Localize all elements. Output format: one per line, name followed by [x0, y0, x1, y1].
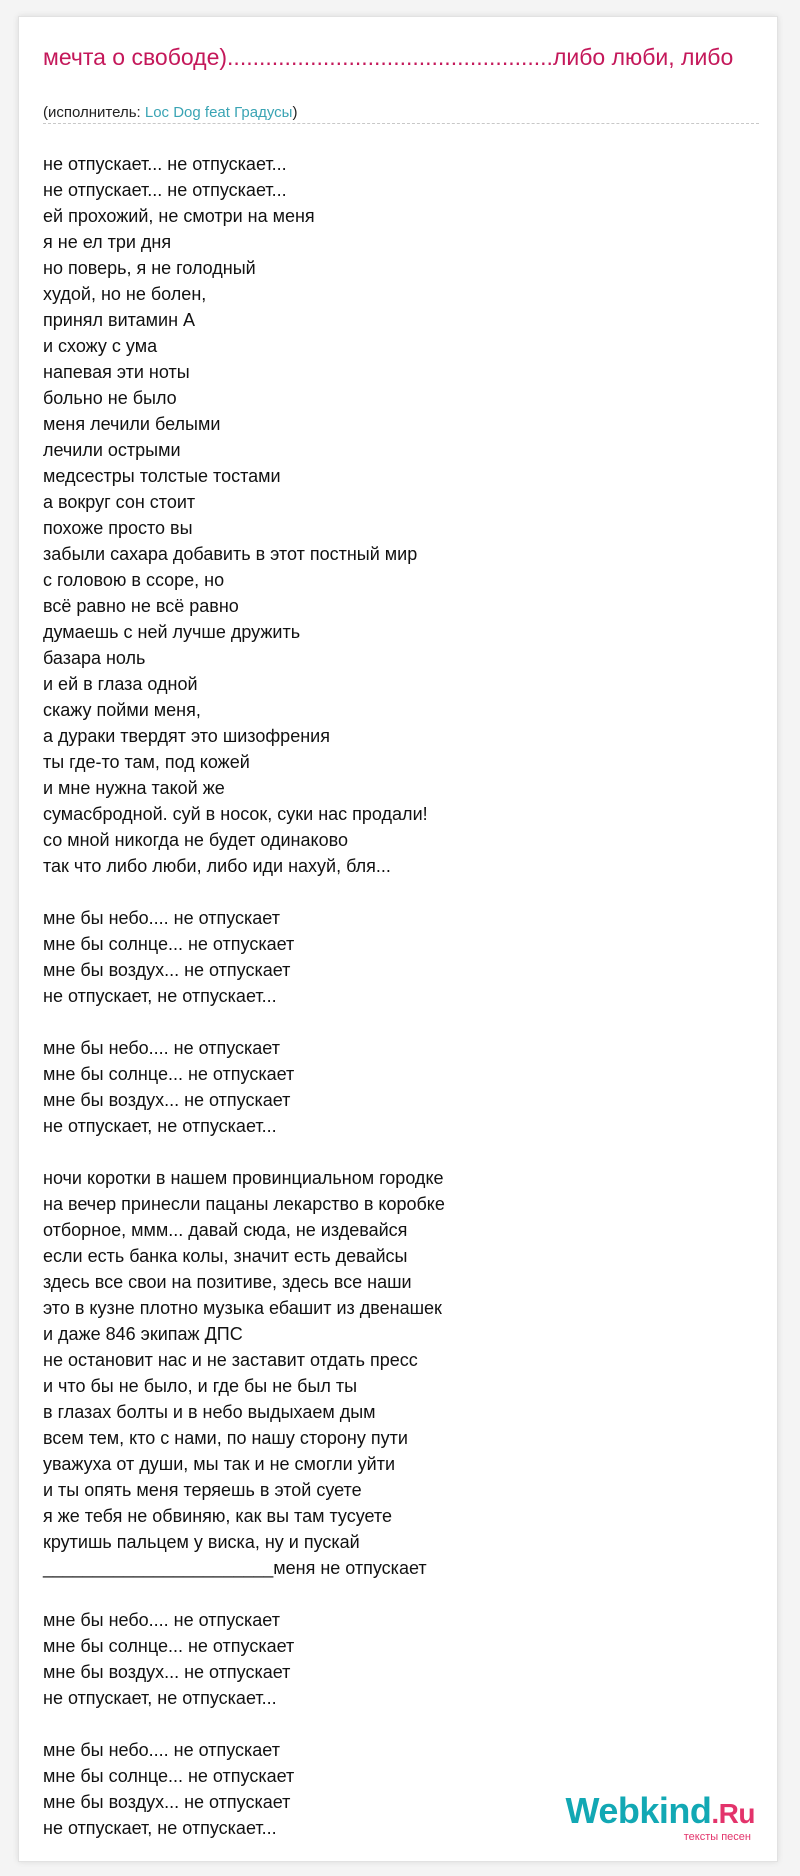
lyric-line: меня лечили белыми: [43, 414, 221, 434]
lyric-line: в глазах болты и в небо выдыхаем дым: [43, 1402, 376, 1422]
lyric-line: всё равно не всё равно: [43, 596, 239, 616]
lyric-block: [43, 905, 743, 1009]
lyric-line: напевая эти ноты: [43, 362, 190, 382]
artist-link[interactable]: Loc Dog feat Градусы: [144, 104, 293, 121]
artist-line: [43, 103, 297, 123]
lyric-line: крутишь пальцем у виска, ну и пускай: [43, 1532, 360, 1552]
lyric-line: но поверь, я не голодный: [43, 258, 256, 278]
lyric-line: а дураки твердят это шизофрения: [43, 726, 330, 746]
lyric-line: мне бы небо.... не отпускает: [43, 1610, 280, 1630]
lyric-line: я же тебя не обвиняю, как вы там тусуете: [43, 1506, 392, 1526]
lyric-line: мне бы солнце... не отпускает: [43, 1766, 295, 1786]
logo-wordmark: [566, 1792, 755, 1833]
lyric-line: уважуха от души, мы так и не смогли уйти: [43, 1454, 396, 1474]
lyric-line: всем тем, кто с нами, по нашу сторону пути: [43, 1428, 408, 1448]
lyric-line: и что бы не было, и где бы не был ты: [43, 1376, 358, 1396]
lyric-block: [43, 1035, 743, 1139]
lyric-line: это в кузне плотно музыка ебашит из двенашек: [43, 1298, 442, 1318]
lyric-line: мне бы небо.... не отпускает: [43, 1038, 280, 1058]
logo-main-text: Webkind: [565, 1790, 712, 1831]
lyric-line: думаешь с ней лучше дружить: [43, 622, 301, 642]
song-title: мечта о свободе)...................................................либо люби, либо: [43, 44, 734, 70]
lyrics-card: [18, 16, 778, 1862]
lyric-line: и схожу с ума: [43, 336, 158, 356]
lyric-line: забыли сахара добавить в этот постный мир: [43, 544, 418, 564]
lyric-line: так что либо люби, либо иди нахуй, бля...: [43, 856, 391, 876]
logo-subtitle: тексты песен: [683, 1831, 751, 1843]
lyric-line: а вокруг сон стоит: [43, 492, 196, 512]
artist-suffix: ): [292, 104, 298, 121]
lyric-line: на вечер принесли пацаны лекарство в коробке: [43, 1194, 445, 1214]
lyric-line: ей прохожий, не смотри на меня: [43, 206, 315, 226]
lyric-line: если есть банка колы, значит есть девайсы: [43, 1246, 408, 1266]
lyric-line: не отпускает... не отпускает...: [43, 180, 287, 200]
lyric-line: мне бы воздух... не отпускает: [43, 1090, 291, 1110]
artist-prefix: (исполнитель:: [43, 104, 145, 121]
lyric-line: и мне нужна такой же: [43, 778, 225, 798]
lyric-line: похоже просто вы: [43, 518, 193, 538]
lyric-line: ты где-то там, под кожей: [43, 752, 250, 772]
lyric-line: мне бы небо.... не отпускает: [43, 1740, 280, 1760]
lyric-line: со мной никогда не будет одинаково: [43, 830, 348, 850]
lyric-line: не остановит нас и не заставит отдать пресс: [43, 1350, 418, 1370]
lyric-line: и ты опять меня теряешь в этой суете: [43, 1480, 362, 1500]
lyric-line: принял витамин А: [43, 310, 196, 330]
lyric-line: скажу пойми меня,: [43, 700, 201, 720]
lyric-line: больно не было: [43, 388, 177, 408]
lyric-line: сумасбродной. суй в носок, суки нас продали!: [43, 804, 428, 824]
lyric-line: и даже 846 экипаж ДПС: [43, 1324, 243, 1344]
lyric-line: лечили острыми: [43, 440, 181, 460]
logo-tld: .Ru: [711, 1798, 755, 1829]
lyric-line: мне бы воздух... не отпускает: [43, 960, 291, 980]
lyric-line: мне бы небо.... не отпускает: [43, 908, 280, 928]
lyric-line: отборное, ммм... давай сюда, не издевайся: [43, 1220, 408, 1240]
lyric-line: мне бы солнце... не отпускает: [43, 1064, 295, 1084]
lyric-line: не отпускает, не отпускает...: [43, 1116, 277, 1136]
lyric-line: не отпускает, не отпускает...: [43, 1688, 277, 1708]
lyric-line: я не ел три дня: [43, 232, 172, 252]
lyric-line: мне бы солнце... не отпускает: [43, 1636, 295, 1656]
lyric-block: [43, 151, 743, 879]
site-logo[interactable]: [566, 1792, 755, 1843]
title-divider: [43, 123, 759, 124]
lyric-line: не отпускает... не отпускает...: [43, 154, 287, 174]
lyric-block: [43, 1165, 743, 1581]
lyric-line: здесь все свои на позитиве, здесь все наши: [43, 1272, 412, 1292]
lyric-line: _______________________меня не отпускает: [43, 1558, 427, 1578]
lyrics-text: [43, 151, 743, 1867]
lyric-line: худой, но не болен,: [43, 284, 207, 304]
lyric-line: с головою в ссоре, но: [43, 570, 225, 590]
lyric-line: ночи коротки в нашем провинциальном городке: [43, 1168, 444, 1188]
lyric-line: мне бы воздух... не отпускает: [43, 1792, 291, 1812]
lyric-line: мне бы воздух... не отпускает: [43, 1662, 291, 1682]
lyric-line: базара ноль: [43, 648, 146, 668]
lyric-line: не отпускает, не отпускает...: [43, 986, 277, 1006]
lyric-line: мне бы солнце... не отпускает: [43, 934, 295, 954]
lyric-line: не отпускает, не отпускает...: [43, 1818, 277, 1838]
lyric-block: [43, 1607, 743, 1711]
lyric-line: медсестры толстые тостами: [43, 466, 281, 486]
lyric-line: и ей в глаза одной: [43, 674, 198, 694]
